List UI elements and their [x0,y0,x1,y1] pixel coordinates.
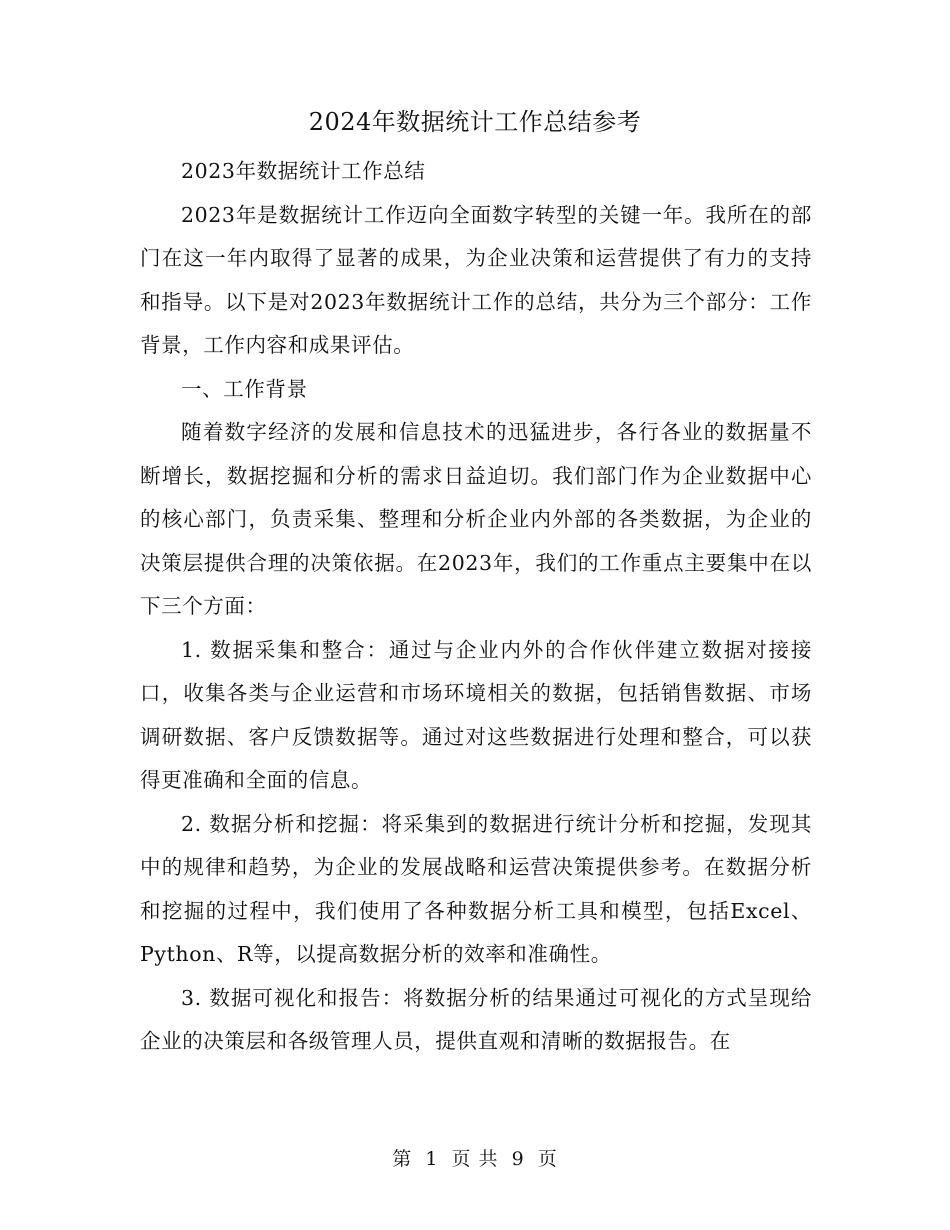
list-item-data-collection: 1. 数据采集和整合：通过与企业内外的合作伙伴建立数据对接接口，收集各类与企业运营和市场环境相关的数据，包括销售数据、市场调研数据、客户反馈数据等。通过对这些数据进行处理和整合，可以获得更准确和全面的信息。 [140,637,812,792]
paragraph-background: 随着数字经济的发展和信息技术的迅猛进步，各行各业的数据量不断增长，数据挖掘和分析的需求日益迫切。我们部门作为企业数据中心的核心部门，负责采集、整理和分析企业内外部的各类数据，为企业的决策层提供合理的决策依据。在2023年，我们的工作重点主要集中在以下三个方面： [140,420,812,618]
list-item-data-analysis: 2. 数据分析和挖掘：将采集到的数据进行统计分析和挖掘，发现其中的规律和趋势，为企业的发展战略和运营决策提供参考。在数据分析和挖掘的过程中，我们使用了各种数据分析工具和模型，包括Excel、Python、R等，以提高数据分析的效率和准确性。 [140,811,812,966]
page-label-suffix: 页 [537,1148,558,1170]
section-heading-background: 一、工作背景 [181,376,308,401]
document-body [140,150,812,1064]
page-label-mid: 页 共 [451,1148,499,1170]
list-item-data-visualization: 3. 数据可视化和报告：将数据分析的结果通过可视化的方式呈现给企业的决策层和各级管理人员，提供直观和清晰的数据报告。在 [140,985,812,1053]
paragraph-intro: 2023年是数据统计工作迈向全面数字转型的关键一年。我所在的部门在这一年内取得了显著的成果，为企业决策和运营提供了有力的支持和指导。以下是对2023年数据统计工作的总结，共分为三个部分：工作背景，工作内容和成果评估。 [140,202,812,357]
page-label-prefix: 第 [392,1148,413,1170]
current-page-number: 1 [425,1148,439,1170]
total-page-count: 9 [511,1148,525,1170]
section-heading-summary: 2023年数据统计工作总结 [181,159,426,183]
page-footer [0,1147,950,1171]
document-title: 2024年数据统计工作总结参考 [308,108,642,136]
